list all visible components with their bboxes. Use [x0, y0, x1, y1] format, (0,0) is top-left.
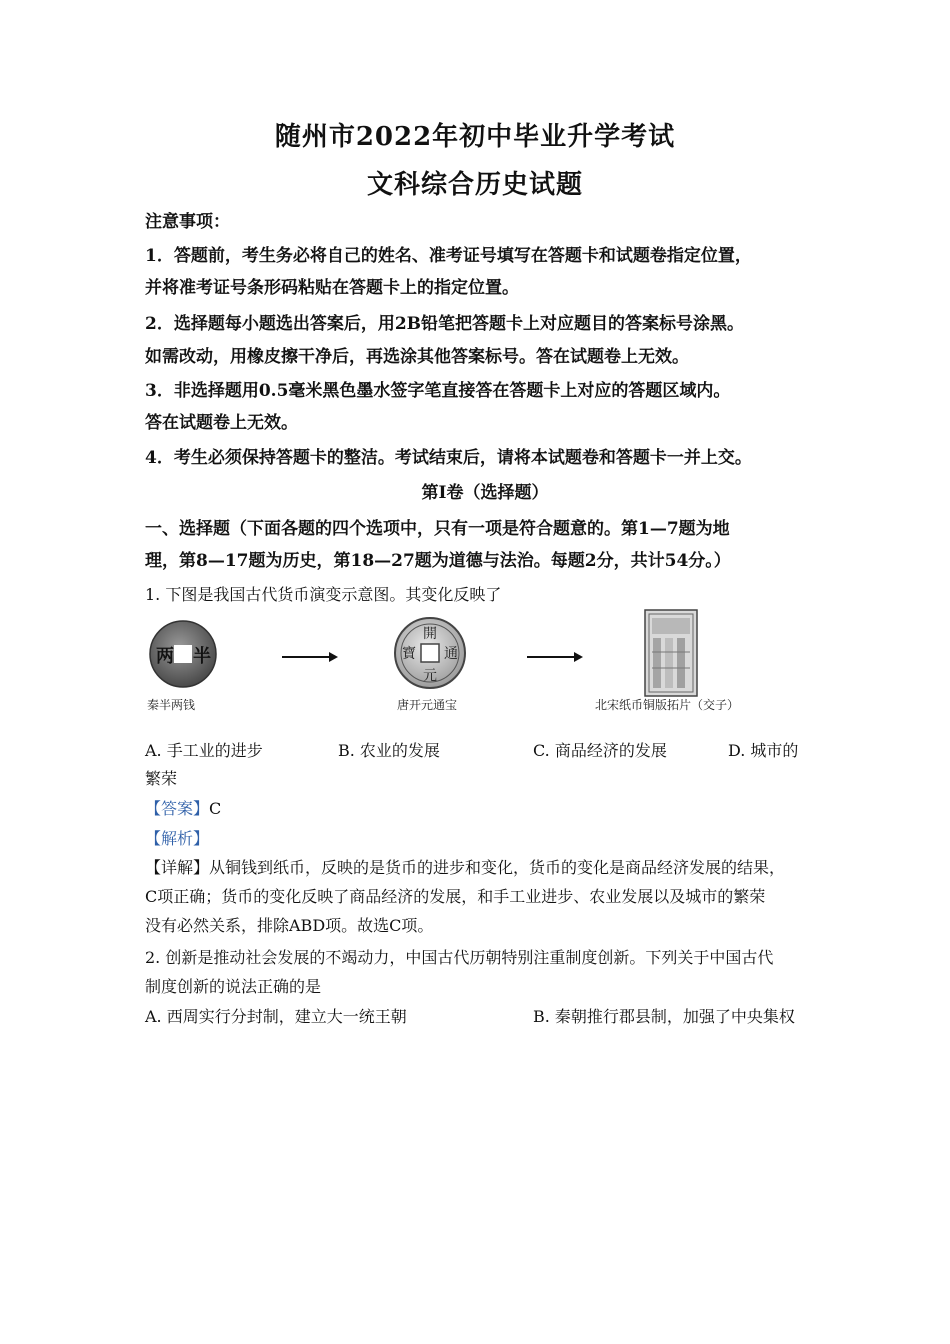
- coin2-caption: 唐开元通宝: [397, 698, 458, 712]
- notice-line: 2．选择题每小题选出答案后，用2B铅笔把答题卡上对应题目的答案标号涂黑。: [145, 314, 745, 334]
- arrow-icon: [527, 652, 583, 662]
- coin2-char: 通: [444, 646, 458, 662]
- q1-detail-line: C项正确；货币的变化反映了商品经济的发展，和手工业进步、农业发展以及城市的繁荣: [145, 887, 766, 906]
- q1-option-d: D. 城市的: [728, 741, 799, 760]
- notice-line: 4．考生必须保持答题卡的整洁。考试结束后，请将本试题卷和答题卡一并上交。: [145, 448, 752, 468]
- notice-heading: 注意事项：: [145, 212, 230, 232]
- notice-line: 答在试题卷上无效。: [145, 413, 298, 433]
- exam-subtitle: 文科综合历史试题: [366, 170, 583, 200]
- coin2-char: 寶: [402, 646, 416, 662]
- q1-detail-line: 没有必然关系，排除ABD项。故选C项。: [145, 916, 434, 935]
- q1-detail-line: 【详解】从铜钱到纸币，反映的是货币的进步和变化，货币的变化是商品经济发展的结果，: [145, 858, 786, 877]
- notice-line: 3．非选择题用0.5毫米黑色墨水签字笔直接答在答题卡上对应的答题区域内。: [145, 381, 731, 401]
- q1-option-c: C. 商品经济的发展: [533, 741, 667, 760]
- q1-option-b: B. 农业的发展: [338, 741, 440, 760]
- tang-kaiyuan-coin-image: [395, 618, 465, 688]
- currency-evolution-figure: [145, 606, 825, 718]
- coin2-char: 元: [423, 668, 437, 684]
- q1-option-a: A. 手工业的进步: [145, 741, 263, 760]
- section-instruction: 理，第8—17题为历史，第18—27题为道德与法治。每题2分，共计54分。）: [145, 551, 731, 571]
- q2-option-a: A. 西周实行分封制，建立大一统王朝: [145, 1007, 407, 1026]
- exam-title: 随州市2022年初中毕业升学考试: [274, 122, 676, 152]
- note-caption: 北宋纸币铜版拓片（交子）: [595, 698, 740, 712]
- notice-line: 1．答题前，考生务必将自己的姓名、准考证号填写在答题卡和试题卷指定位置，: [145, 246, 752, 266]
- coin1-char: 半: [193, 646, 211, 667]
- section-instruction: 一、选择题（下面各题的四个选项中，只有一项是符合题意的。第1—7题为地: [145, 519, 730, 539]
- q1-analysis-label: 【解析】: [145, 829, 210, 848]
- qin-banliang-coin-image: [150, 621, 216, 687]
- q2-option-b: B. 秦朝推行郡县制，加强了中央集权: [533, 1007, 795, 1026]
- notice-line: 并将准考证号条形码粘贴在答题卡上的指定位置。: [145, 278, 519, 298]
- q1-answer: [145, 796, 221, 819]
- coin1-caption: 秦半两钱: [147, 698, 196, 712]
- q1-option-d-continued: 繁荣: [145, 769, 178, 788]
- answer-value: C: [209, 799, 222, 818]
- song-jiaozi-print-image: [645, 610, 697, 696]
- coin2-char: 開: [423, 626, 437, 642]
- notice-line: 如需改动，用橡皮擦干净后，再选涂其他答案标号。答在试题卷上无效。: [145, 347, 689, 367]
- q2-stem: 制度创新的说法正确的是: [145, 977, 322, 996]
- q1-stem: 1. 下图是我国古代货币演变示意图。其变化反映了: [145, 585, 502, 604]
- arrow-icon: [282, 652, 338, 662]
- answer-label: 【答案】: [145, 799, 210, 818]
- q2-stem: 2. 创新是推动社会发展的不竭动力，中国古代历朝特别注重制度创新。下列关于中国古代: [145, 948, 774, 967]
- volume-heading: 第I卷（选择题）: [421, 483, 549, 503]
- coin1-char: 两: [156, 646, 174, 667]
